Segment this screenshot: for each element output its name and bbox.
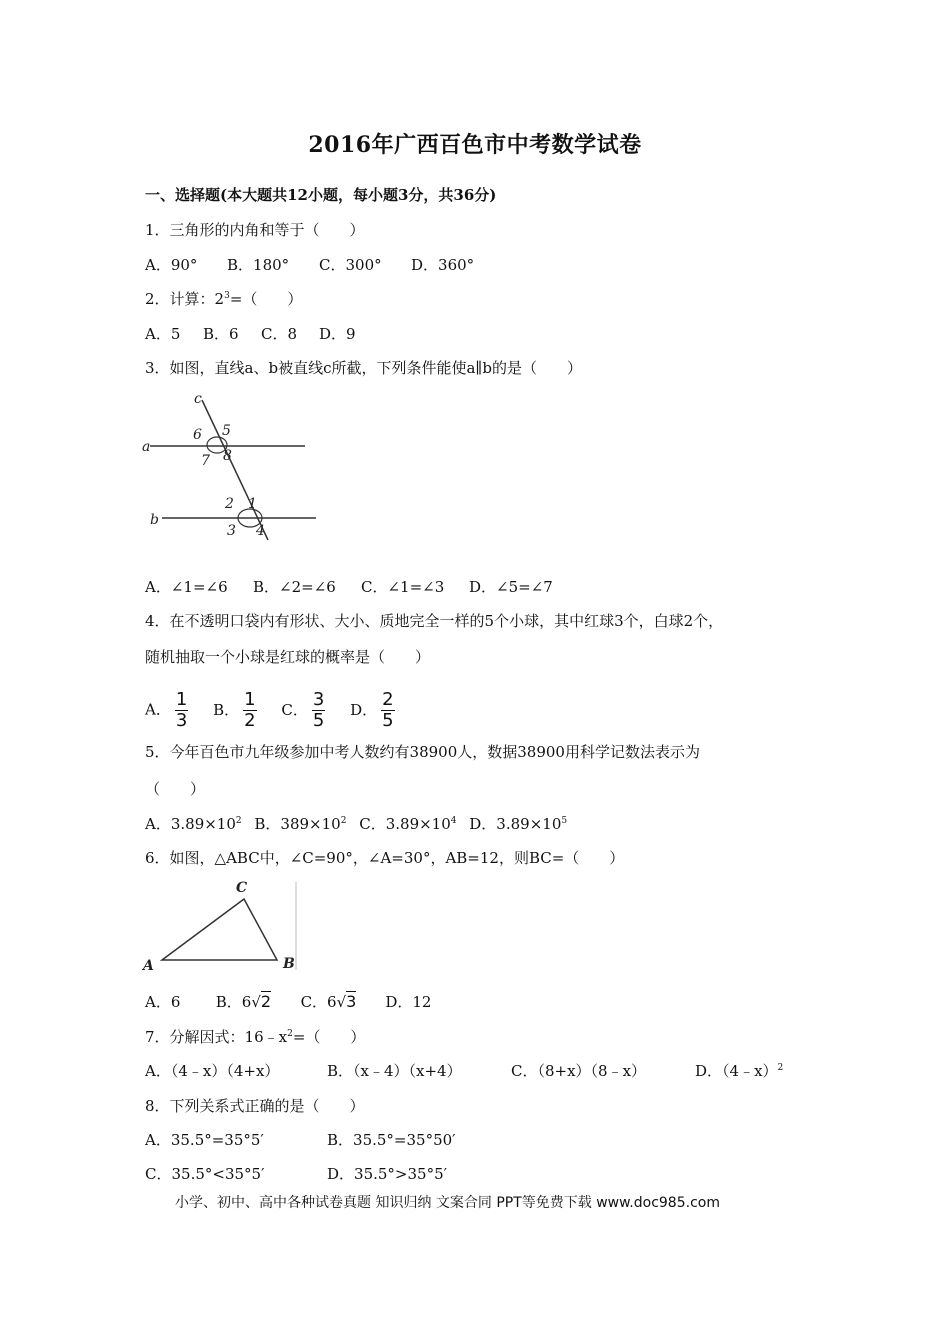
q1-option-c: C．300° — [319, 256, 382, 274]
q4-option-c-label: C． — [281, 700, 308, 719]
page-title: 2016年广西百色市中考数学试卷 — [308, 132, 642, 158]
q4-option-c-fraction — [312, 690, 325, 731]
q5-option-b: B．389×10 — [254, 815, 341, 833]
q2-option-a: A．5 — [145, 325, 181, 343]
label-7: 7 — [201, 453, 210, 469]
question-1-options — [145, 254, 474, 275]
label-6: 6 — [193, 427, 202, 443]
question-6-stem: 6．如图，△ABC中，∠C=90°，∠A=30°，AB=12，则BC=（ ） — [145, 849, 625, 867]
q6-c-radicand: 3 — [346, 992, 357, 1011]
question-7-stem — [145, 1026, 365, 1047]
question-2-options — [145, 323, 356, 344]
q6-b-coefficient: B．6 — [215, 993, 252, 1011]
question-7-options — [145, 1060, 783, 1081]
q5-option-a: A．3.89×10 — [145, 815, 236, 833]
q7-stem-post: =（ ） — [292, 1028, 366, 1046]
question-5-stem-line2: （ ） — [145, 780, 206, 798]
triangle-abc — [162, 899, 277, 960]
q8-option-c: C．35.5°<35°5′ — [145, 1165, 265, 1183]
page-footer: 小学、初中、高中各种试卷真题 知识归纳 文案合同 PPT等免费下载 www.doc985.com — [175, 1195, 720, 1211]
q4-c-numerator: 3 — [312, 689, 325, 710]
q6-option-d: D．12 — [385, 993, 432, 1011]
q3-option-b: B．∠2=∠6 — [253, 578, 336, 596]
question-3-options — [145, 576, 553, 597]
q4-d-numerator: 2 — [382, 689, 394, 710]
label-b: b — [150, 512, 159, 528]
q6-option-c — [301, 991, 381, 1012]
q2-exponent: 3 — [224, 291, 230, 301]
q5-d-exponent: 5 — [561, 816, 568, 826]
q1-option-b: B．180° — [227, 256, 290, 274]
label-c: c — [194, 391, 202, 407]
label-1: 1 — [248, 496, 257, 512]
sqrt-icon: √ — [336, 993, 347, 1011]
q8-option-d: D．35.5°>35°5′ — [327, 1165, 448, 1183]
q7-exponent: 2 — [287, 1029, 293, 1039]
sqrt-icon: √ — [251, 993, 261, 1011]
question-1-stem: 1．三角形的内角和等于（ ） — [145, 221, 365, 239]
question-5-stem-line1: 5．今年百色市九年级参加中考人数约有38900人，数据38900用科学记数法表示为 — [145, 743, 700, 761]
q4-c-denominator: 5 — [312, 710, 325, 731]
q6-b-radicand: 2 — [260, 992, 272, 1011]
q4-option-a-fraction — [175, 690, 188, 731]
question-8-options-row2 — [145, 1163, 447, 1184]
triangle-figure — [140, 876, 310, 976]
q4-a-denominator: 3 — [175, 710, 188, 731]
section-heading: 一、选择题(本大题共12小题，每小题3分，共36分) — [145, 186, 497, 204]
label-3: 3 — [227, 523, 236, 539]
q5-c-exponent: 4 — [450, 816, 457, 826]
q8-option-a: A．35.5°=35°5′ — [145, 1131, 264, 1149]
q4-b-denominator: 2 — [244, 710, 256, 731]
label-a: a — [142, 439, 151, 455]
q7-option-a: A．（4﹣x）（4+x） — [145, 1062, 280, 1080]
q5-b-exponent: 2 — [340, 816, 347, 826]
q4-option-b-label: B． — [213, 700, 240, 719]
q5-option-d: D．3.89×10 — [469, 815, 562, 833]
label-8: 8 — [223, 448, 232, 464]
q4-b-numerator: 1 — [244, 689, 256, 710]
question-4-stem-line2: 随机抽取一个小球是红球的概率是（ ） — [145, 648, 431, 666]
label-2: 2 — [225, 496, 234, 512]
q7-option-b: B．（x﹣4）（x+4） — [327, 1062, 462, 1080]
q7-option-d: D．（4﹣x） — [695, 1062, 778, 1080]
q7-d-exponent: 2 — [777, 1063, 784, 1073]
q5-option-c: C．3.89×10 — [359, 815, 451, 833]
q2-option-c: C．8 — [261, 325, 298, 343]
question-8-options-row1 — [145, 1129, 456, 1150]
q7-option-c: C．（8+x）（8﹣x） — [511, 1062, 647, 1080]
q6-c-coefficient: C．6 — [300, 993, 337, 1011]
q3-option-a: A．∠1=∠6 — [145, 578, 228, 596]
label-vertex-c: C — [236, 880, 248, 896]
q1-option-a: A．90° — [145, 256, 198, 274]
parallel-lines-figure — [140, 388, 330, 548]
label-vertex-b: B — [283, 956, 295, 972]
q1-option-d: D．360° — [411, 256, 475, 274]
question-4-options — [145, 690, 399, 731]
label-5: 5 — [222, 423, 231, 439]
q4-d-denominator: 5 — [382, 710, 394, 731]
q7-stem-pre: 7．分解因式：16﹣x — [145, 1028, 288, 1046]
question-3-stem: 3．如图，直线a、b被直线c所截，下列条件能使a∥b的是（ ） — [145, 359, 582, 377]
q2-stem-post: =（ ） — [229, 290, 303, 308]
q3-option-d: D．∠5=∠7 — [469, 578, 553, 596]
question-6-options — [145, 991, 431, 1012]
q4-option-b-fraction — [243, 690, 256, 731]
q2-stem-pre: 2．计算：2 — [145, 290, 225, 308]
q2-option-b: B．6 — [203, 325, 239, 343]
q5-a-exponent: 2 — [235, 816, 242, 826]
q6-option-b — [216, 991, 296, 1012]
q4-a-numerator: 1 — [175, 689, 188, 710]
q3-option-c: C．∠1=∠3 — [361, 578, 445, 596]
q6-option-a: A．6 — [145, 993, 181, 1011]
q4-option-d-fraction — [381, 690, 394, 731]
label-vertex-a: A — [143, 958, 154, 974]
q4-option-d-label: D． — [350, 700, 378, 719]
q2-option-d: D．9 — [319, 325, 356, 343]
q8-option-b: B．35.5°=35°50′ — [327, 1131, 456, 1149]
q4-option-a-label: A． — [145, 700, 171, 719]
question-8-stem: 8．下列关系式正确的是（ ） — [145, 1097, 365, 1115]
question-4-stem-line1: 4．在不透明口袋内有形状、大小、质地完全一样的5个小球，其中红球3个，白球2个， — [145, 612, 724, 630]
label-4: 4 — [256, 523, 265, 539]
line-c — [202, 400, 268, 540]
question-2-stem — [145, 288, 302, 309]
question-5-options — [145, 813, 567, 834]
